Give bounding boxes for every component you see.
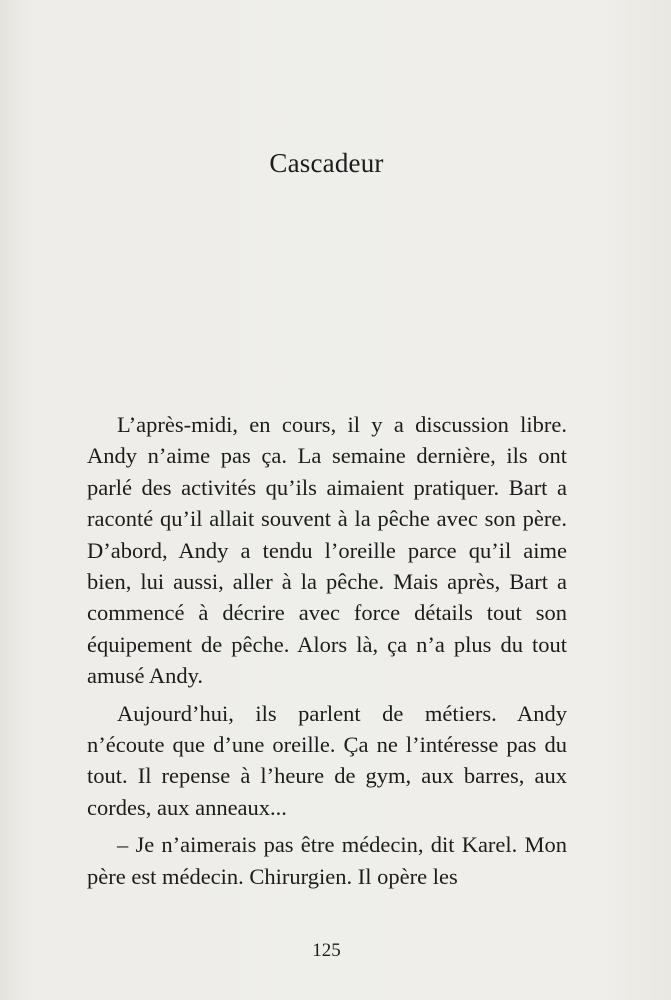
page-number: 125 bbox=[312, 940, 341, 961]
chapter-title: Cascadeur bbox=[269, 148, 384, 178]
paragraph-2: Aujourd’hui, ils parlent de métiers. Andy n’écoute que d’une oreille. Ça ne l’intéresse pas du tout. Il repense à l’heure de gym, aux barres, aux cordes, aux anneaux... bbox=[87, 700, 567, 820]
body-text bbox=[87, 409, 567, 892]
paragraph-1: L’après-midi, en cours, il y a discussion libre. Andy n’aime pas ça. La semaine dernière, ils ont parlé des activités qu’ils aimaient pratiquer. Bart a raconté qu’il allait souvent à la pêche avec son père. D’abord, Andy a tendu l’oreille parce qu’il aime bien, lui aussi, aller à la pêche. Mais après, Bart a commencé à décrire avec force détails tout son équipement de pêche. Alors là, ça n’a plus du tout amusé Andy. bbox=[87, 412, 567, 689]
paragraph-3: – Je n’aimerais pas être médecin, dit Karel. Mon père est médecin. Chirurgien. Il opère les bbox=[87, 832, 567, 889]
